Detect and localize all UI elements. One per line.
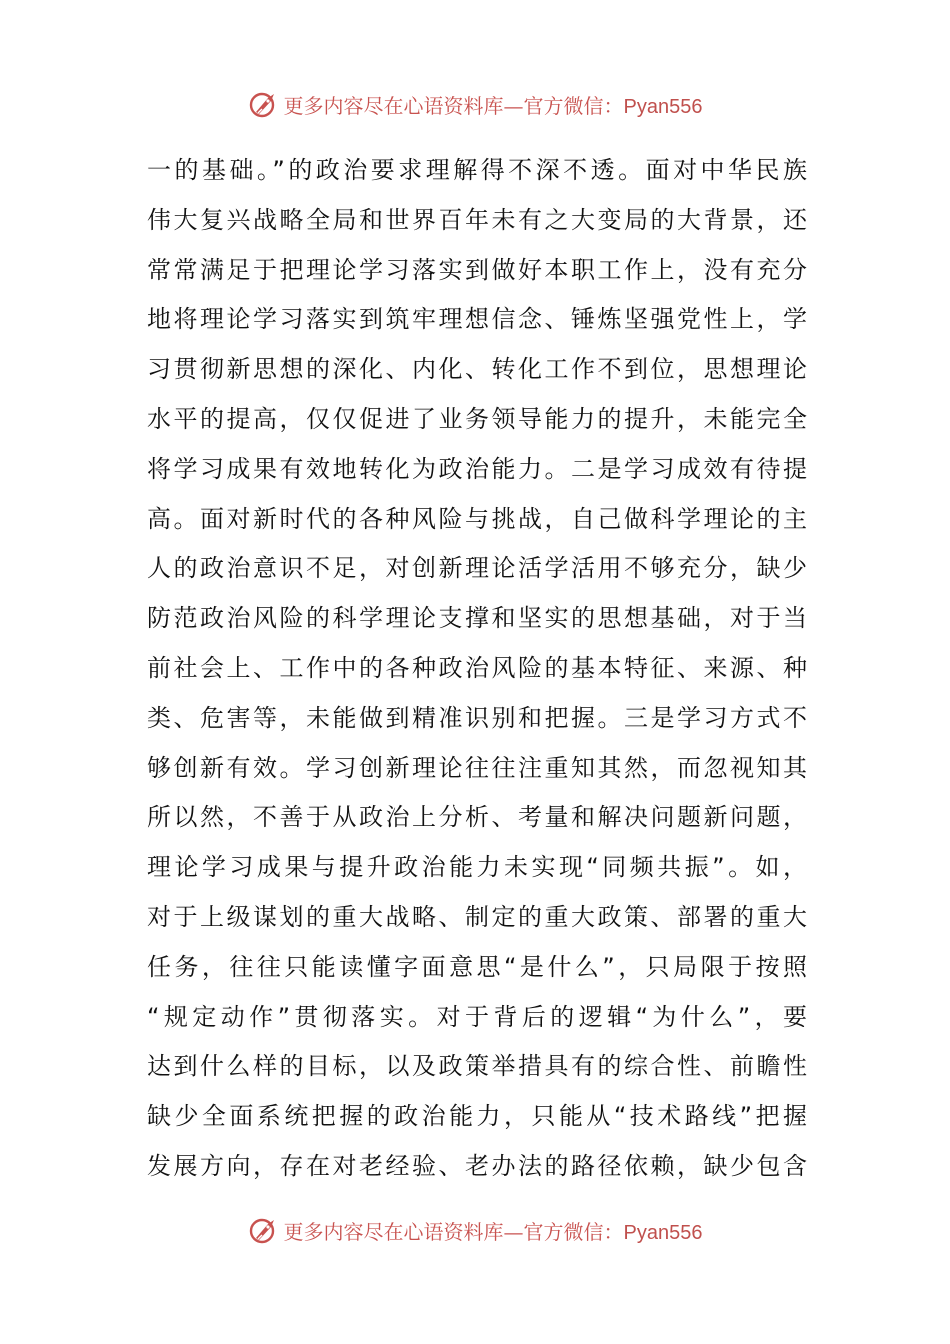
body-text-line: 前社会上、工作中的各种政治风险的基本特征、来源、种 — [147, 653, 807, 682]
footer-banner-text — [284, 1216, 703, 1245]
body-text-line: 类、危害等，未能做到精准识别和把握。三是学习方式不 — [147, 703, 807, 732]
footer-separator: — — [503, 1219, 524, 1244]
pen-nib-circle-icon — [248, 88, 280, 120]
header-wechat-label: 官方微信： — [523, 93, 624, 118]
footer-banner — [0, 1210, 950, 1250]
body-text-line: 发展方向，存在对老经验、老办法的路径依赖，缺少包含 — [147, 1151, 807, 1180]
body-text-line: “规定动作”贯彻落实。对于背后的逻辑“为什么”，要 — [147, 1002, 807, 1031]
body-text-line: 任务，往往只能读懂字面意思“是什么”，只局限于按照 — [147, 952, 807, 981]
header-separator: — — [503, 93, 524, 118]
body-text-line: 地将理论学习落实到筑牢理想信念、锤炼坚强党性上，学 — [147, 305, 807, 334]
header-wechat-id: Pyan556 — [623, 95, 703, 118]
body-text-line: 习贯彻新思想的深化、内化、转化工作不到位，思想理论 — [147, 355, 807, 384]
body-text-line: 所以然，不善于从政治上分析、考量和解决问题新问题， — [147, 803, 807, 832]
footer-wechat-label: 官方微信： — [523, 1219, 624, 1244]
header-site-text: 更多内容尽在心语资料库 — [283, 93, 504, 118]
body-text-line: 伟大复兴战略全局和世界百年未有之大变局的大背景，还 — [147, 205, 807, 234]
body-text-line: 对于上级谋划的重大战略、制定的重大政策、部署的重大 — [147, 902, 807, 931]
body-text-line: 达到什么样的目标，以及政策举措具有的综合性、前瞻性 — [147, 1052, 807, 1081]
body-text-line: 常常满足于把理论学习落实到做好本职工作上，没有充分 — [147, 255, 807, 284]
header-banner-text — [284, 90, 703, 119]
footer-wechat-id: Pyan556 — [623, 1221, 703, 1244]
body-text-line: 理论学习成果与提升政治能力未实现“同频共振”。如， — [147, 853, 807, 882]
body-text-line: 够创新有效。学习创新理论往往注重知其然，而忽视知其 — [147, 753, 807, 782]
header-banner — [0, 84, 950, 124]
body-text-line: 缺少全面系统把握的政治能力，只能从“技术路线”把握 — [147, 1102, 807, 1131]
body-text-line: 一的基础。”的政治要求理解得不深不透。面对中华民族 — [147, 156, 807, 184]
pen-nib-circle-icon — [248, 1214, 280, 1246]
document-body — [147, 146, 807, 1192]
body-text-line: 防范政治风险的科学理论支撑和坚实的思想基础，对于当 — [147, 604, 807, 633]
body-text-line: 将学习成果有效地转化为政治能力。二是学习成效有待提 — [147, 454, 807, 483]
body-text-line: 水平的提高，仅仅促进了业务领导能力的提升，未能完全 — [147, 404, 807, 433]
body-text-line: 人的政治意识不足，对创新理论活学活用不够充分，缺少 — [147, 554, 807, 583]
body-text-line: 高。面对新时代的各种风险与挑战，自己做科学理论的主 — [147, 504, 807, 533]
footer-site-text: 更多内容尽在心语资料库 — [283, 1219, 504, 1244]
